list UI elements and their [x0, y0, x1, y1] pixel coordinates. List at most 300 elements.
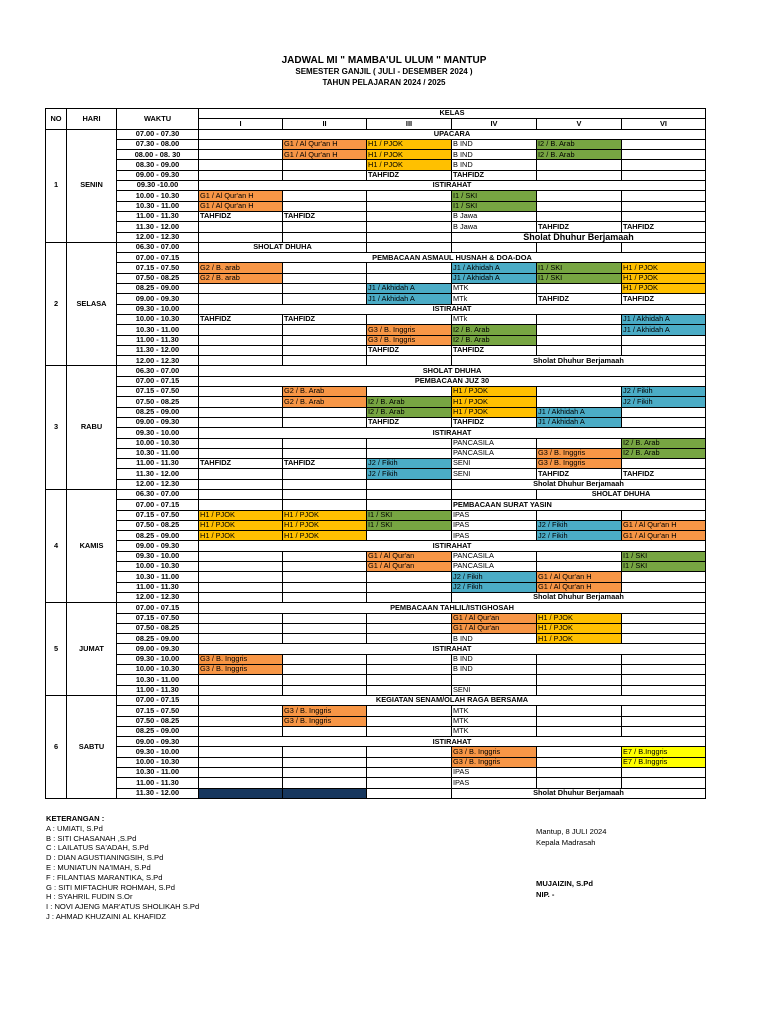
- lesson-cell: TAHFIDZ: [622, 294, 706, 304]
- legend-item: C : LAILATUS SA'ADAH, S.Pd: [46, 843, 149, 853]
- lesson-cell: J2 / Fikih: [367, 459, 452, 469]
- time-slot: 11.00 - 11.30: [117, 582, 199, 592]
- header-class-4: IV: [452, 119, 537, 129]
- lesson-cell: I2 / B. Arab: [622, 448, 706, 458]
- empty-cell: [537, 397, 622, 407]
- spanning-activity: PEMBACAAN SURAT YASIN: [452, 500, 706, 510]
- table-row: [46, 366, 706, 376]
- empty-cell: [537, 778, 622, 788]
- empty-cell: [622, 665, 706, 675]
- empty-cell: [199, 572, 283, 582]
- empty-cell: [199, 222, 283, 232]
- day-name: SELASA: [67, 242, 117, 366]
- lesson-cell: G1 / Al Qur'an H: [283, 139, 367, 149]
- empty-cell: [367, 242, 452, 252]
- empty-cell: [537, 201, 622, 211]
- time-slot: 07.00 - 07.15: [117, 376, 199, 386]
- lesson-cell: G3 / B. Inggris: [283, 706, 367, 716]
- table-row: [46, 170, 706, 180]
- table-row: [46, 181, 706, 191]
- empty-cell: [537, 768, 622, 778]
- empty-cell: [283, 788, 367, 798]
- empty-cell: [622, 160, 706, 170]
- table-row: [46, 737, 706, 747]
- empty-cell: [622, 510, 706, 520]
- lesson-cell: H1 / PJOK: [622, 284, 706, 294]
- time-slot: 07.50 - 08.25: [117, 397, 199, 407]
- table-row: [46, 139, 706, 149]
- table-row: [46, 273, 706, 283]
- empty-cell: [199, 634, 283, 644]
- empty-cell: [537, 510, 622, 520]
- lesson-cell: I1 / SKI: [537, 273, 622, 283]
- day-name: JUMAT: [67, 603, 117, 696]
- empty-cell: [199, 417, 283, 427]
- empty-cell: [537, 675, 622, 685]
- empty-cell: [367, 489, 452, 499]
- table-row: [46, 428, 706, 438]
- time-slot: 11.00 - 11.30: [117, 335, 199, 345]
- empty-cell: [622, 191, 706, 201]
- lesson-cell: H1 / PJOK: [367, 160, 452, 170]
- lesson-cell: TAHFIDZ: [452, 170, 537, 180]
- lesson-cell: IPAS: [452, 778, 537, 788]
- empty-cell: [367, 768, 452, 778]
- day-name: KAMIS: [67, 489, 117, 602]
- empty-cell: [622, 726, 706, 736]
- lesson-cell: G3 / B. Inggris: [537, 448, 622, 458]
- empty-cell: [622, 242, 706, 252]
- time-slot: 09.30 -10.00: [117, 181, 199, 191]
- empty-cell: [199, 706, 283, 716]
- time-slot: 09.30 - 10.00: [117, 304, 199, 314]
- legend-item: H : SYAHRIL FUDIN S.Or: [46, 892, 133, 902]
- table-row: [46, 592, 706, 602]
- academic-year: TAHUN PELAJARAN 2024 / 2025: [322, 78, 446, 87]
- empty-cell: [199, 325, 283, 335]
- table-row: [46, 242, 706, 252]
- table-row: [46, 788, 706, 798]
- lesson-cell: G1 / Al Qur'an H: [283, 150, 367, 160]
- spanning-activity: Sholat Dhuhur Berjamaah: [452, 479, 706, 489]
- lesson-cell: TAHFIDZ: [199, 211, 283, 221]
- empty-cell: [622, 582, 706, 592]
- lesson-cell: I2 / B. Arab: [452, 325, 537, 335]
- time-slot: 12.00 - 12.30: [117, 232, 199, 242]
- empty-cell: [622, 768, 706, 778]
- time-slot: 10.00 - 10.30: [117, 757, 199, 767]
- header-class-6: VI: [622, 119, 706, 129]
- empty-cell: [367, 665, 452, 675]
- table-row: [46, 376, 706, 386]
- lesson-cell: B Jawa: [452, 211, 537, 221]
- empty-cell: [283, 222, 367, 232]
- empty-cell: [283, 572, 367, 582]
- lesson-cell: MTk: [452, 294, 537, 304]
- lesson-cell: B Jawa: [452, 222, 537, 232]
- day-name: SABTU: [67, 695, 117, 798]
- table-row: [46, 531, 706, 541]
- empty-cell: [283, 726, 367, 736]
- day-number: 5: [46, 603, 67, 696]
- signature-name: MUJAIZIN, S.Pd: [536, 879, 593, 888]
- empty-cell: [622, 778, 706, 788]
- spanning-activity: Sholat Dhuhur Berjamaah: [452, 592, 706, 602]
- spanning-activity: Sholat Dhuhur Berjamaah: [452, 232, 706, 242]
- empty-cell: [367, 263, 452, 273]
- empty-cell: [199, 232, 283, 242]
- time-slot: 10.00 - 10.30: [117, 665, 199, 675]
- time-slot: 07.50 - 08.25: [117, 520, 199, 530]
- spanning-activity: Sholat Dhuhur Berjamaah: [452, 788, 706, 798]
- lesson-cell: TAHFIDZ: [537, 222, 622, 232]
- legend-item: F : FILANTIAS MARANTIKA, S.Pd: [46, 872, 163, 882]
- time-slot: 10.30 - 11.00: [117, 325, 199, 335]
- empty-cell: [283, 191, 367, 201]
- lesson-cell: G2 / B. arab: [199, 273, 283, 283]
- table-row: [46, 572, 706, 582]
- lesson-cell: PANCASILA: [452, 438, 537, 448]
- table-row: [46, 438, 706, 448]
- empty-cell: [283, 582, 367, 592]
- empty-cell: [283, 665, 367, 675]
- empty-cell: [283, 273, 367, 283]
- empty-cell: [367, 634, 452, 644]
- lesson-cell: TAHFIDZ: [283, 459, 367, 469]
- lesson-cell: H1 / PJOK: [199, 531, 283, 541]
- empty-cell: [283, 469, 367, 479]
- lesson-cell: I2 / B. Arab: [367, 397, 452, 407]
- empty-cell: [367, 706, 452, 716]
- spanning-activity: PEMBACAAN TAHLIL/ISTIGHOSAH: [199, 603, 706, 613]
- empty-cell: [367, 531, 452, 541]
- lesson-cell: B IND: [452, 634, 537, 644]
- lesson-cell: G1 / Al Qur'an H: [622, 531, 706, 541]
- lesson-cell: G3 / B. Inggris: [367, 325, 452, 335]
- lesson-cell: G1 / Al Qur'an: [367, 551, 452, 561]
- table-row: [46, 541, 706, 551]
- table-row: [46, 500, 706, 510]
- empty-cell: [283, 335, 367, 345]
- legend-item: A : UMIATI, S.Pd: [46, 823, 103, 833]
- lesson-cell: H1 / PJOK: [537, 613, 622, 623]
- time-slot: 07.15 - 07.50: [117, 613, 199, 623]
- empty-cell: [367, 613, 452, 623]
- time-slot: 08.25 - 09.00: [117, 284, 199, 294]
- empty-cell: [199, 716, 283, 726]
- empty-cell: [622, 335, 706, 345]
- spanning-activity: ISTIRAHAT: [199, 181, 706, 191]
- signature-place-date: Mantup, 8 JULI 2024: [536, 827, 607, 836]
- empty-cell: [199, 613, 283, 623]
- day-number: 1: [46, 129, 67, 242]
- empty-cell: [622, 407, 706, 417]
- legend-item: B : SITI CHASANAH ,S.Pd: [46, 833, 137, 843]
- empty-cell: [199, 685, 283, 695]
- time-slot: 12.00 - 12.30: [117, 479, 199, 489]
- empty-cell: [283, 294, 367, 304]
- empty-cell: [367, 572, 452, 582]
- table-row: [46, 253, 706, 263]
- empty-cell: [367, 211, 452, 221]
- empty-cell: [283, 325, 367, 335]
- lesson-cell: TAHFIDZ: [283, 314, 367, 324]
- day-name: SENIN: [67, 129, 117, 242]
- lesson-cell: J1 / Akhidah A: [367, 294, 452, 304]
- empty-cell: [199, 170, 283, 180]
- empty-cell: [283, 356, 367, 366]
- time-slot: 11.00 - 11.30: [117, 685, 199, 695]
- empty-cell: [283, 489, 367, 499]
- time-slot: 09.30 - 10.00: [117, 428, 199, 438]
- legend-item: J : AHMAD KHUZAINI AL KHAFIDZ: [46, 911, 166, 921]
- empty-cell: [537, 706, 622, 716]
- empty-cell: [367, 222, 452, 232]
- header-class-5: V: [537, 119, 622, 129]
- empty-cell: [537, 726, 622, 736]
- time-slot: 07.15 - 07.50: [117, 263, 199, 273]
- lesson-cell: SENI: [452, 685, 537, 695]
- empty-cell: [622, 459, 706, 469]
- lesson-cell: G3 / B. Inggris: [199, 654, 283, 664]
- document-title: JADWAL MI " MAMBA'UL ULUM " MANTUP: [281, 55, 487, 66]
- empty-cell: [199, 387, 283, 397]
- table-row: [46, 304, 706, 314]
- lesson-cell: J2 / Fikih: [537, 520, 622, 530]
- empty-cell: [367, 592, 452, 602]
- empty-cell: [283, 438, 367, 448]
- empty-cell: [283, 160, 367, 170]
- time-slot: 11.30 - 12.00: [117, 222, 199, 232]
- empty-cell: [622, 706, 706, 716]
- time-slot: 10.30 - 11.00: [117, 448, 199, 458]
- empty-cell: [199, 489, 283, 499]
- time-slot: 09.00 - 09.30: [117, 170, 199, 180]
- empty-cell: [199, 582, 283, 592]
- lesson-cell: G1 / Al Qur'an: [367, 562, 452, 572]
- table-row: [46, 706, 706, 716]
- time-slot: 10.00 - 10.30: [117, 191, 199, 201]
- empty-cell: [537, 345, 622, 355]
- empty-cell: [199, 345, 283, 355]
- lesson-cell: G1 / Al Qur'an H: [199, 201, 283, 211]
- lesson-cell: G3 / B. Inggris: [452, 747, 537, 757]
- time-slot: 11.30 - 12.00: [117, 345, 199, 355]
- empty-cell: [537, 284, 622, 294]
- day-number: 4: [46, 489, 67, 602]
- lesson-cell: H1 / PJOK: [452, 397, 537, 407]
- table-row: [46, 562, 706, 572]
- empty-cell: [199, 469, 283, 479]
- empty-cell: [367, 356, 452, 366]
- lesson-cell: I1 / SKI: [622, 551, 706, 561]
- empty-cell: [537, 191, 622, 201]
- empty-cell: [367, 448, 452, 458]
- table-row: [46, 129, 706, 139]
- empty-cell: [537, 757, 622, 767]
- time-slot: 09.00 - 09.30: [117, 294, 199, 304]
- empty-cell: [367, 747, 452, 757]
- lesson-cell: J2 / Fikih: [452, 572, 537, 582]
- empty-cell: [367, 675, 452, 685]
- table-row: [46, 397, 706, 407]
- lesson-cell: J2 / Fikih: [622, 397, 706, 407]
- empty-cell: [622, 201, 706, 211]
- lesson-cell: MTK: [452, 284, 537, 294]
- empty-cell: [199, 778, 283, 788]
- table-row: [46, 448, 706, 458]
- table-row: [46, 778, 706, 788]
- lesson-cell: G2 / B. Arab: [283, 397, 367, 407]
- empty-cell: [199, 479, 283, 489]
- empty-cell: [622, 345, 706, 355]
- time-slot: 11.00 - 11.30: [117, 211, 199, 221]
- empty-cell: [283, 592, 367, 602]
- time-slot: 10.30 - 11.00: [117, 201, 199, 211]
- table-row: [46, 294, 706, 304]
- empty-cell: [199, 768, 283, 778]
- empty-cell: [199, 623, 283, 633]
- table-row: [46, 211, 706, 221]
- empty-cell: [283, 232, 367, 242]
- empty-cell: [622, 572, 706, 582]
- empty-cell: [367, 654, 452, 664]
- table-row: [46, 232, 706, 242]
- time-slot: 06.30 - 07.00: [117, 242, 199, 252]
- lesson-cell: J1 / Akhidah A: [452, 263, 537, 273]
- empty-cell: [283, 654, 367, 664]
- lesson-cell: TAHFIDZ: [283, 211, 367, 221]
- table-row: [46, 603, 706, 613]
- spanning-activity: SHOLAT DHUHA: [199, 242, 367, 252]
- lesson-cell: J1 / Akhidah A: [537, 407, 622, 417]
- lesson-cell: G3 / B. Inggris: [367, 335, 452, 345]
- lesson-cell: B IND: [452, 139, 537, 149]
- table-row: [46, 222, 706, 232]
- header-hari: HARI: [67, 109, 117, 130]
- time-slot: 07.00 - 07.15: [117, 695, 199, 705]
- legend-item: G : SITI MIFTACHUR ROHMAH, S.Pd: [46, 882, 175, 892]
- table-row: [46, 685, 706, 695]
- empty-cell: [622, 613, 706, 623]
- empty-cell: [367, 500, 452, 510]
- empty-cell: [452, 242, 537, 252]
- lesson-cell: H1 / PJOK: [452, 387, 537, 397]
- lesson-cell: IPAS: [452, 510, 537, 520]
- day-number: 3: [46, 366, 67, 490]
- time-slot: 07.50 - 08.25: [117, 623, 199, 633]
- legend-item: D : DIAN AGUSTIANINGSIH, S.Pd: [46, 853, 164, 863]
- lesson-cell: G1 / Al Qur'an H: [199, 191, 283, 201]
- spanning-activity: PEMBACAAN ASMAUL HUSNAH & DOA-DOA: [199, 253, 706, 263]
- table-row: [46, 623, 706, 633]
- empty-cell: [283, 747, 367, 757]
- empty-cell: [367, 788, 452, 798]
- lesson-cell: MTk: [452, 314, 537, 324]
- empty-cell: [622, 150, 706, 160]
- empty-cell: [283, 407, 367, 417]
- empty-cell: [537, 562, 622, 572]
- lesson-cell: TAHFIDZ: [367, 170, 452, 180]
- empty-cell: [199, 335, 283, 345]
- legend-item: I : NOVI AJENG MAR'ATUS SHOLIKAH S.Pd: [46, 902, 200, 912]
- time-slot: 10.00 - 10.30: [117, 314, 199, 324]
- empty-cell: [199, 448, 283, 458]
- lesson-cell: IPAS: [452, 768, 537, 778]
- lesson-cell: G2 / B. arab: [199, 263, 283, 273]
- day-number: 6: [46, 695, 67, 798]
- lesson-cell: I1 / SKI: [537, 263, 622, 273]
- header-kelas: KELAS: [199, 109, 706, 119]
- lesson-cell: TAHFIDZ: [622, 469, 706, 479]
- spanning-activity: ISTIRAHAT: [199, 737, 706, 747]
- time-slot: 12.00 - 12.30: [117, 592, 199, 602]
- time-slot: 07.30 - 08.00: [117, 139, 199, 149]
- schedule-table: [45, 108, 706, 799]
- lesson-cell: J2 / Fikih: [537, 531, 622, 541]
- time-slot: 07.15 - 07.50: [117, 706, 199, 716]
- lesson-cell: B IND: [452, 150, 537, 160]
- header-no: NO: [46, 109, 67, 130]
- time-slot: 11.30 - 12.00: [117, 469, 199, 479]
- lesson-cell: B IND: [452, 160, 537, 170]
- lesson-cell: I1 / SKI: [452, 191, 537, 201]
- empty-cell: [622, 139, 706, 149]
- lesson-cell: PANCASILA: [452, 551, 537, 561]
- empty-cell: [367, 623, 452, 633]
- lesson-cell: H1 / PJOK: [622, 273, 706, 283]
- empty-cell: [283, 448, 367, 458]
- time-slot: 09.00 - 09.30: [117, 417, 199, 427]
- time-slot: 09.30 - 10.00: [117, 551, 199, 561]
- empty-cell: [622, 211, 706, 221]
- time-slot: 10.30 - 11.00: [117, 768, 199, 778]
- empty-cell: [367, 778, 452, 788]
- empty-cell: [537, 387, 622, 397]
- lesson-cell: B IND: [452, 665, 537, 675]
- lesson-cell: J1 / Akhidah A: [622, 314, 706, 324]
- lesson-cell: TAHFIDZ: [622, 222, 706, 232]
- empty-cell: [537, 211, 622, 221]
- empty-cell: [283, 263, 367, 273]
- table-row: [46, 325, 706, 335]
- time-slot: 08.30 - 09.00: [117, 160, 199, 170]
- empty-cell: [537, 438, 622, 448]
- lesson-cell: H1 / PJOK: [283, 531, 367, 541]
- lesson-cell: I2 / B. Arab: [367, 407, 452, 417]
- empty-cell: [622, 685, 706, 695]
- lesson-cell: H1 / PJOK: [537, 623, 622, 633]
- time-slot: 11.00 - 11.30: [117, 778, 199, 788]
- empty-cell: [367, 314, 452, 324]
- lesson-cell: H1 / PJOK: [199, 520, 283, 530]
- empty-cell: [622, 417, 706, 427]
- empty-cell: [199, 284, 283, 294]
- lesson-cell: I1 / SKI: [622, 562, 706, 572]
- lesson-cell: TAHFIDZ: [367, 417, 452, 427]
- lesson-cell: H1 / PJOK: [283, 510, 367, 520]
- table-row: [46, 479, 706, 489]
- table-row: [46, 191, 706, 201]
- time-slot: 10.00 - 10.30: [117, 438, 199, 448]
- day-name: RABU: [67, 366, 117, 490]
- table-row: [46, 582, 706, 592]
- time-slot: 12.00 - 12.30: [117, 356, 199, 366]
- table-row: [46, 489, 706, 499]
- lesson-cell: I2 / B. Arab: [537, 139, 622, 149]
- lesson-cell: H1 / PJOK: [537, 634, 622, 644]
- lesson-cell: IPAS: [452, 520, 537, 530]
